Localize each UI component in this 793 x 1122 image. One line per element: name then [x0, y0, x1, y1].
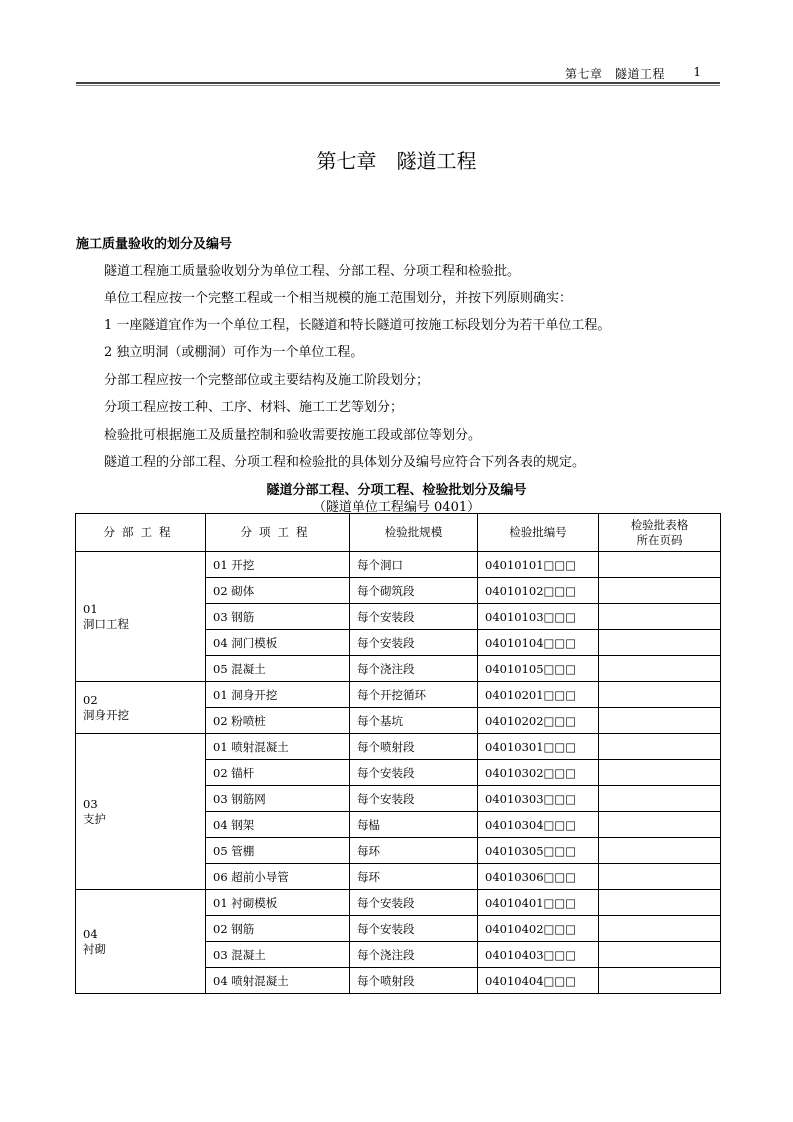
form-page-cell	[599, 578, 721, 604]
paragraph: 1 一座隧道宜作为一个单位工程，长隧道和特长隧道可按施工标段划分为若干单位工程。	[104, 318, 611, 333]
batch-scale-cell: 每个喷射段	[350, 968, 478, 994]
subitem-cell: 03 钢筋网	[206, 786, 350, 812]
division-name: 衬砌	[83, 941, 106, 956]
header-batch-code: 检验批编号	[478, 514, 599, 552]
batch-scale-cell: 每个安装段	[350, 786, 478, 812]
form-page-cell	[599, 760, 721, 786]
table-title: 隧道分部工程、分项工程、检验批划分及编号	[266, 483, 527, 498]
batch-scale-cell: 每个安装段	[350, 890, 478, 916]
division-code: 04	[83, 926, 98, 941]
form-page-cell	[599, 552, 721, 578]
batch-code-cell: 04010103□□□	[478, 604, 599, 630]
form-page-cell	[599, 968, 721, 994]
batch-code-cell: 04010303□□□	[478, 786, 599, 812]
running-header	[76, 64, 720, 82]
form-page-cell	[599, 656, 721, 682]
division-code: 01	[83, 601, 98, 616]
batch-code-cell: 04010302□□□	[478, 760, 599, 786]
table-row	[76, 552, 721, 578]
division-cell	[76, 682, 206, 734]
running-header-chapter: 第七章 隧道工程	[564, 67, 665, 81]
form-page-cell	[599, 786, 721, 812]
subitem-cell: 01 开挖	[206, 552, 350, 578]
table-row	[76, 682, 721, 708]
form-page-cell	[599, 734, 721, 760]
batch-scale-cell: 每个开挖循环	[350, 682, 478, 708]
table-row	[76, 734, 721, 760]
form-page-cell	[599, 682, 721, 708]
division-name: 洞身开挖	[83, 707, 129, 722]
batch-code-cell: 04010306□□□	[478, 864, 599, 890]
subitem-cell: 01 洞身开挖	[206, 682, 350, 708]
header-division: 分部工程	[76, 514, 206, 552]
header-form-page-line1: 检验批表格	[630, 517, 689, 532]
subitem-cell: 02 砌体	[206, 578, 350, 604]
form-page-cell	[599, 942, 721, 968]
table-header-row	[76, 514, 721, 552]
subitem-cell: 04 喷射混凝土	[206, 968, 350, 994]
form-page-cell	[599, 604, 721, 630]
batch-scale-cell: 每个安装段	[350, 916, 478, 942]
batch-scale-cell: 每个安装段	[350, 630, 478, 656]
division-cell	[76, 734, 206, 890]
batch-code-cell: 04010201□□□	[478, 682, 599, 708]
batch-code-cell: 04010102□□□	[478, 578, 599, 604]
batch-scale-cell: 每个浇注段	[350, 656, 478, 682]
batch-scale-cell: 每个砌筑段	[350, 578, 478, 604]
batch-scale-cell: 每个安装段	[350, 604, 478, 630]
batch-code-cell: 04010401□□□	[478, 890, 599, 916]
batch-code-cell: 04010101□□□	[478, 552, 599, 578]
page-number: 1	[693, 65, 701, 79]
batch-code-cell: 04010104□□□	[478, 630, 599, 656]
division-name: 洞口工程	[83, 616, 129, 631]
batch-scale-cell: 每个浇注段	[350, 942, 478, 968]
subitem-cell: 02 钢筋	[206, 916, 350, 942]
form-page-cell	[599, 708, 721, 734]
header-form-page	[599, 514, 721, 552]
subitem-cell: 03 混凝土	[206, 942, 350, 968]
paragraph: 分部工程应按一个完整部位或主要结构及施工阶段划分；	[104, 373, 430, 388]
paragraph: 2 独立明洞（或棚洞）可作为一个单位工程。	[104, 345, 364, 360]
form-page-cell	[599, 812, 721, 838]
batch-code-cell: 04010105□□□	[478, 656, 599, 682]
batch-scale-cell: 每个喷射段	[350, 734, 478, 760]
table-row	[76, 890, 721, 916]
subitem-cell: 05 管棚	[206, 838, 350, 864]
header-rule-thin	[76, 85, 720, 86]
subitem-cell: 02 锚杆	[206, 760, 350, 786]
form-page-cell	[599, 864, 721, 890]
division-code: 02	[83, 692, 98, 707]
division-cell	[76, 552, 206, 682]
subitem-cell: 01 喷射混凝土	[206, 734, 350, 760]
header-rule-thick	[76, 82, 720, 84]
batch-scale-cell: 每个安装段	[350, 760, 478, 786]
batch-scale-cell: 每环	[350, 838, 478, 864]
chapter-title: 第七章 隧道工程	[316, 149, 477, 173]
division-name: 支护	[83, 811, 106, 826]
batch-code-cell: 04010402□□□	[478, 916, 599, 942]
division-cell	[76, 890, 206, 994]
batch-scale-cell: 每个洞口	[350, 552, 478, 578]
paragraph: 分项工程应按工种、工序、材料、施工工艺等划分；	[104, 400, 404, 415]
batch-code-cell: 04010304□□□	[478, 812, 599, 838]
header-form-page-line2: 所在页码	[636, 532, 683, 547]
paragraph: 单位工程应按一个完整工程或一个相当规模的施工范围划分，并按下列原则确实：	[104, 291, 573, 306]
subitem-cell: 04 洞门模板	[206, 630, 350, 656]
paragraph: 隧道工程施工质量验收划分为单位工程、分部工程、分项工程和检验批。	[104, 264, 521, 279]
section-heading: 施工质量验收的划分及编号	[76, 237, 233, 252]
form-page-cell	[599, 630, 721, 656]
batch-code-cell: 04010403□□□	[478, 942, 599, 968]
batch-code-cell: 04010301□□□	[478, 734, 599, 760]
batch-scale-cell: 每环	[350, 864, 478, 890]
batch-code-cell: 04010305□□□	[478, 838, 599, 864]
header-subitem: 分项工程	[206, 514, 350, 552]
header-batch-scale: 检验批规模	[350, 514, 478, 552]
batch-code-cell: 04010202□□□	[478, 708, 599, 734]
batch-scale-cell: 每榀	[350, 812, 478, 838]
table-subtitle: （隧道单位工程编号 0401）	[312, 500, 481, 515]
division-code: 03	[83, 796, 98, 811]
subitem-cell: 05 混凝土	[206, 656, 350, 682]
batch-scale-cell: 每个基坑	[350, 708, 478, 734]
batch-code-cell: 04010404□□□	[478, 968, 599, 994]
paragraph: 检验批可根据施工及质量控制和验收需要按施工段或部位等划分。	[104, 428, 482, 443]
subitem-cell: 01 衬砌模板	[206, 890, 350, 916]
paragraph: 隧道工程的分部工程、分项工程和检验批的具体划分及编号应符合下列各表的规定。	[104, 455, 586, 470]
subitem-cell: 04 钢架	[206, 812, 350, 838]
subitem-cell: 03 钢筋	[206, 604, 350, 630]
subitem-cell: 06 超前小导管	[206, 864, 350, 890]
form-page-cell	[599, 916, 721, 942]
subitem-cell: 02 粉喷桩	[206, 708, 350, 734]
form-page-cell	[599, 890, 721, 916]
form-page-cell	[599, 838, 721, 864]
division-table	[75, 513, 721, 994]
